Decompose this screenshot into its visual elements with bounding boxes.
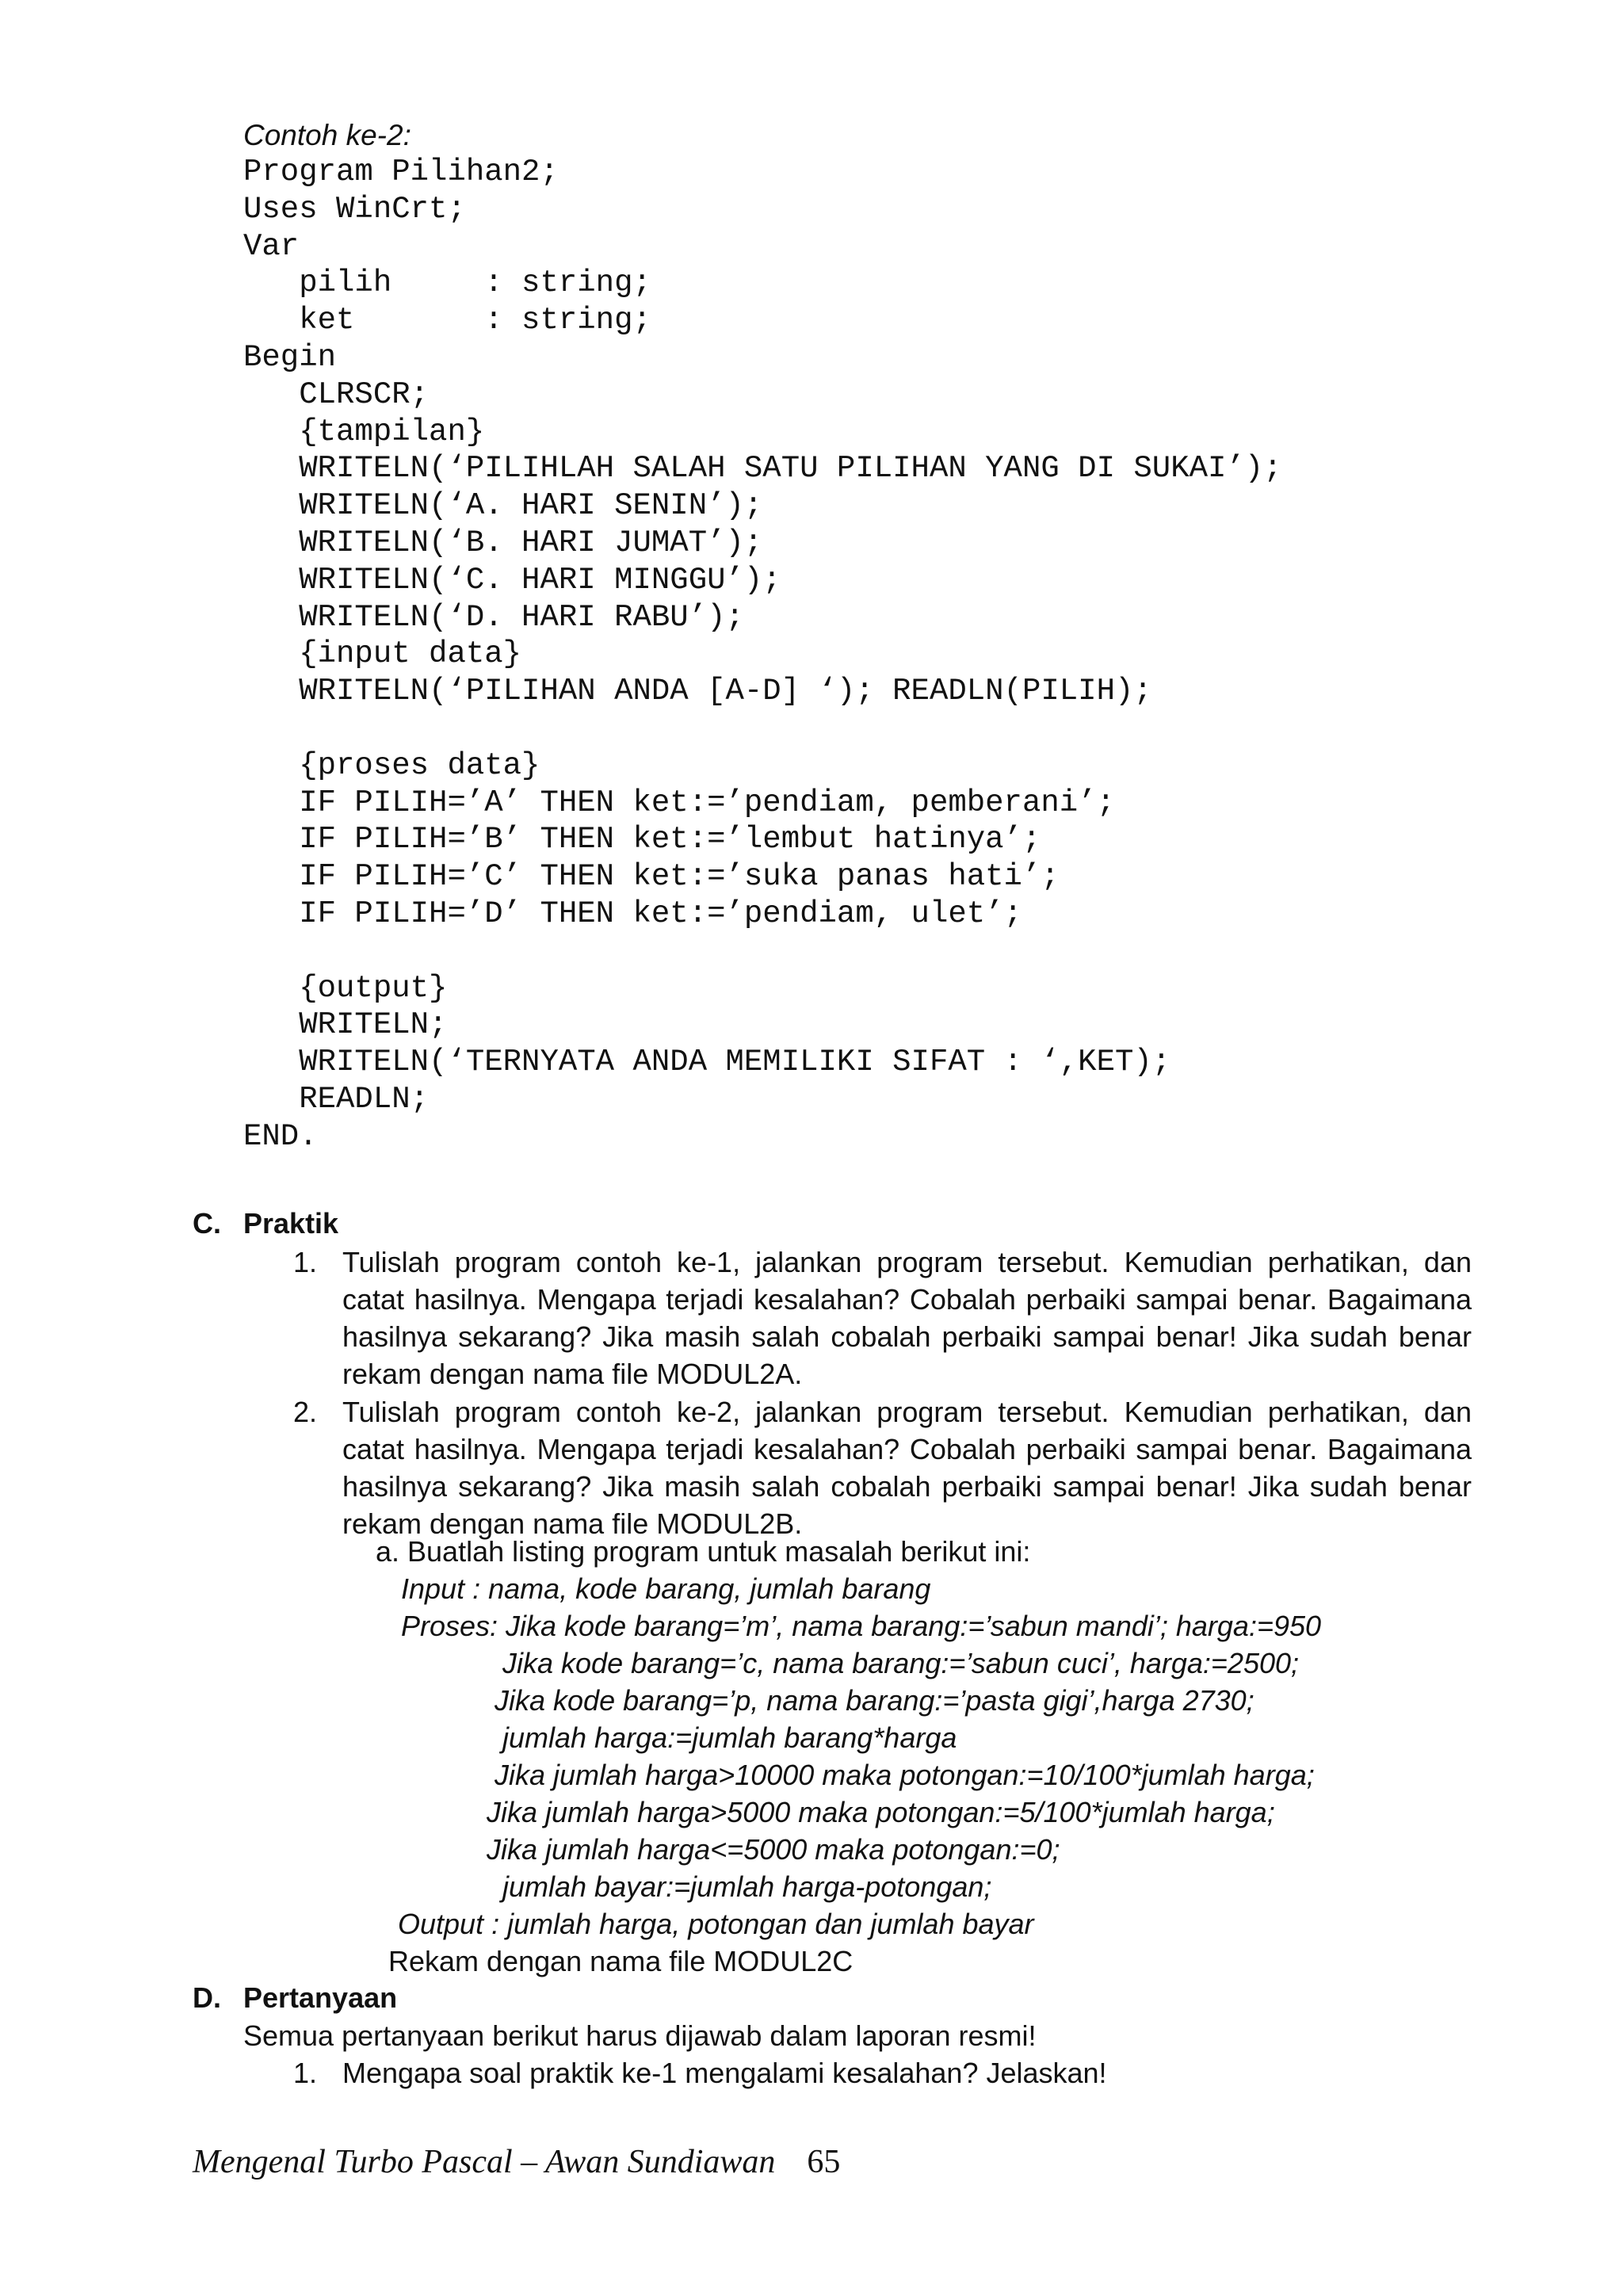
page-footer bbox=[193, 2141, 840, 2183]
code-line: CLRSCR; bbox=[243, 376, 430, 412]
code-line: {proses data} bbox=[243, 747, 540, 783]
section-c-heading bbox=[193, 1205, 338, 1242]
list-text: Tulislah program contoh ke-2, jalankan program tersebut. Kemudian perhatikan, dan catat hasilnya. Mengapa terjadi kesalahan? Cobalah perbaiki sampai benar. Bagaimana hasilnya sekarang? Jika masih salah cobalah perbaiki sampai benar! Jika sudah benar rekam dengan nama file MODUL2B. bbox=[342, 1396, 1472, 1540]
spec-proses-line: Jika kode barang=’c, nama barang:=’sabun cuci’, harga:=2500; bbox=[502, 1647, 1300, 1679]
code-line: {tampilan} bbox=[243, 414, 485, 449]
code-line: IF PILIH=’C’ THEN ket:=’suka panas hati’; bbox=[243, 859, 1060, 895]
spec-proses-line: Jika jumlah harga<=5000 maka potongan:=0; bbox=[487, 1833, 1060, 1866]
code-line bbox=[243, 933, 1282, 970]
list-number: 1. bbox=[293, 2057, 318, 2089]
example-heading: Contoh ke-2: bbox=[243, 119, 411, 151]
list-text: Tulislah program contoh ke-1, jalankan program tersebut. Kemudian perhatikan, dan catat hasilnya. Mengapa terjadi kesalahan? Cobalah perbaiki sampai benar. Bagaimana hasilnya sekarang? Jika masih salah cobalah perbaiki sampai benar! Jika sudah benar rekam dengan nama file MODUL2A. bbox=[342, 1246, 1472, 1390]
footer-title: Mengenal Turbo Pascal – Awan Sundiawan bbox=[193, 2144, 776, 2180]
code-line: Uses WinCrt; bbox=[243, 191, 466, 227]
spec-proses-line: Jika kode barang=’p, nama barang:=’pasta gigi’,harga 2730; bbox=[495, 1684, 1254, 1717]
spec-proses-label: Proses bbox=[401, 1610, 491, 1642]
list-number: 1. bbox=[293, 1246, 318, 1278]
list-item bbox=[293, 1393, 1472, 1542]
code-line bbox=[243, 710, 1282, 747]
code-line: Begin bbox=[243, 339, 337, 375]
spec-proses-line: Jika jumlah harga>5000 maka potongan:=5/100*jumlah harga; bbox=[487, 1796, 1275, 1828]
sub-item-a: a. Buatlah listing program untuk masalah berikut ini: bbox=[376, 1535, 1031, 1568]
spec-proses-line: jumlah bayar:=jumlah harga-potongan; bbox=[502, 1870, 992, 1903]
code-line: Var bbox=[243, 228, 300, 264]
list-text: Mengapa soal praktik ke-1 mengalami kesalahan? Jelaskan! bbox=[342, 2057, 1107, 2089]
spec-output: Output : jumlah harga, potongan dan jumlah bayar bbox=[398, 1908, 1034, 1940]
code-line: WRITELN(‘C. HARI MINGGU’); bbox=[243, 562, 781, 598]
section-c-title: Praktik bbox=[243, 1207, 339, 1240]
code-line: WRITELN(‘PILIHLAH SALAH SATU PILIHAN YANG DI SUKAI’); bbox=[243, 451, 1282, 487]
code-line: IF PILIH=’A’ THEN ket:=’pendiam, pemberani’; bbox=[243, 785, 1115, 820]
code-line: WRITELN(‘D. HARI RABU’); bbox=[243, 599, 744, 635]
section-c-letter: C. bbox=[193, 1207, 221, 1240]
code-line: END. bbox=[243, 1118, 318, 1154]
code-line: READLN; bbox=[243, 1081, 430, 1117]
spec-input: Input : nama, kode barang, jumlah barang bbox=[401, 1572, 931, 1605]
list-item bbox=[293, 1244, 1472, 1392]
list-item bbox=[293, 2054, 1472, 2092]
page-number: 65 bbox=[807, 2144, 841, 2180]
section-d-title: Pertanyaan bbox=[243, 1981, 398, 2014]
code-line: WRITELN(‘PILIHAN ANDA [A-D] ‘); READLN(PILIH); bbox=[243, 674, 1152, 709]
code-line: {output} bbox=[243, 970, 448, 1006]
code-line: WRITELN(‘TERNYATA ANDA MEMILIKI SIFAT : ‘,KET); bbox=[243, 1045, 1171, 1080]
section-d-letter: D. bbox=[193, 1981, 221, 2014]
code-line: pilih : string; bbox=[243, 266, 651, 301]
code-line: Program Pilihan2; bbox=[243, 155, 559, 189]
list-number: 2. bbox=[293, 1396, 318, 1428]
spec-proses-line: : Jika kode barang=’m’, nama barang:=’sabun mandi’; harga:=950 bbox=[490, 1610, 1322, 1642]
section-d-heading bbox=[193, 1980, 397, 2016]
spec-proses-line: Jika jumlah harga>10000 maka potongan:=10/100*jumlah harga; bbox=[495, 1759, 1315, 1791]
code-line: {input data} bbox=[243, 636, 522, 672]
section-d-intro: Semua pertanyaan berikut harus dijawab dalam laporan resmi! bbox=[243, 2019, 1037, 2052]
code-line: WRITELN; bbox=[243, 1007, 448, 1043]
code-line: WRITELN(‘B. HARI JUMAT’); bbox=[243, 525, 763, 560]
spec-rekam: Rekam dengan nama file MODUL2C bbox=[388, 1945, 854, 1977]
code-line: ket : string; bbox=[243, 303, 651, 338]
code-line: WRITELN(‘A. HARI SENIN’); bbox=[243, 488, 763, 524]
code-line: IF PILIH=’B’ THEN ket:=’lembut hatinya’; bbox=[243, 822, 1041, 858]
code-listing bbox=[243, 154, 1282, 1156]
code-line: IF PILIH=’D’ THEN ket:=’pendiam, ulet’; bbox=[243, 896, 1022, 931]
spec-proses-line: jumlah harga:=jumlah barang*harga bbox=[502, 1721, 957, 1754]
